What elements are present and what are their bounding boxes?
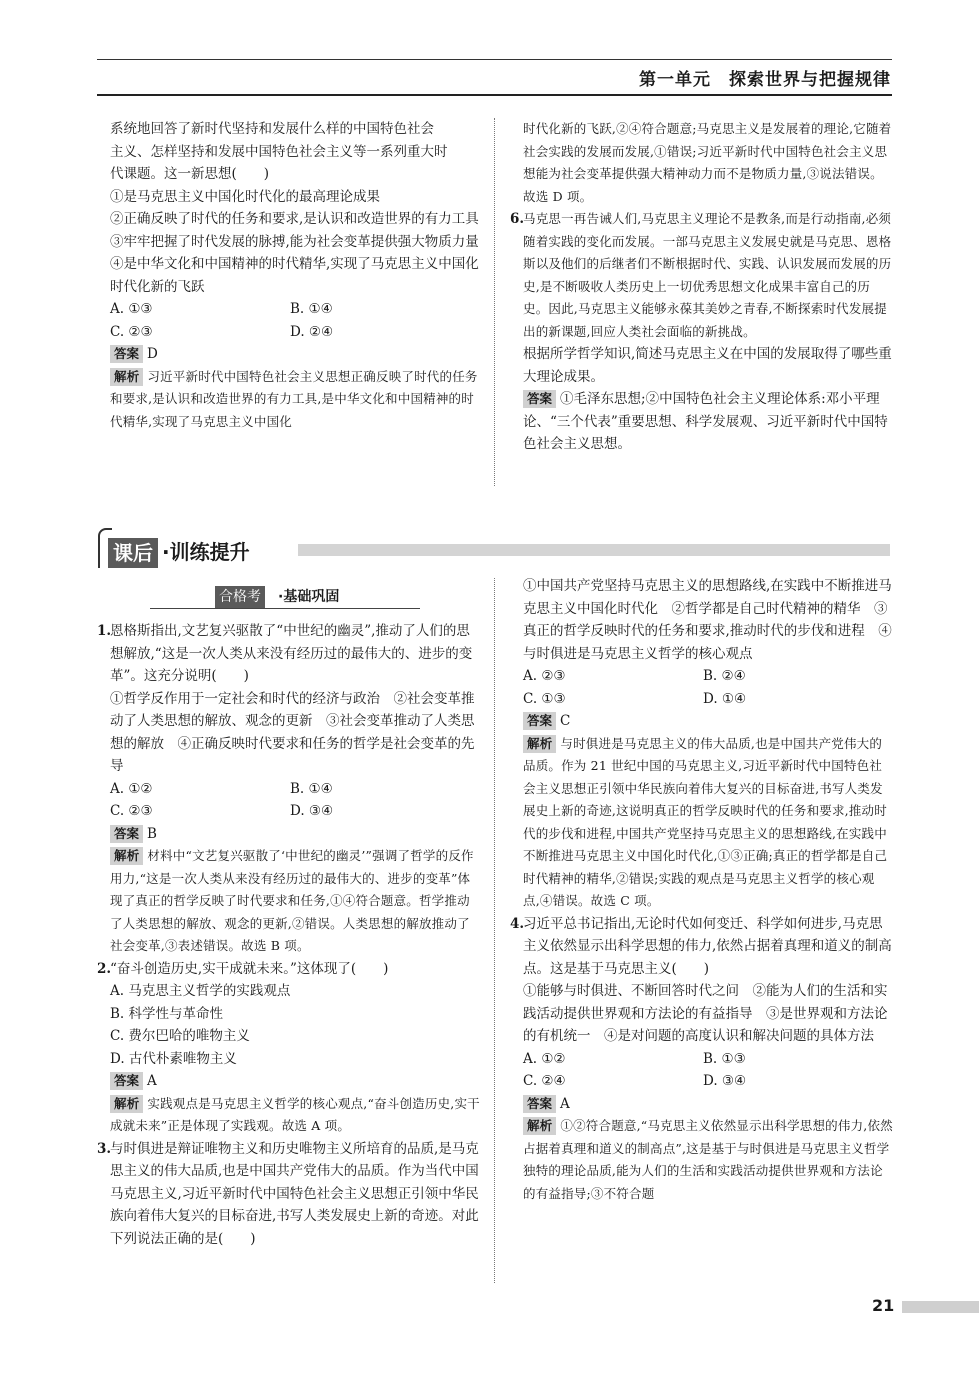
continued-question-right	[510, 118, 893, 456]
question-2	[97, 958, 480, 1138]
statement: ③牢牢把握了时代发展的脉搏,能为社会变革提供强大物质力量	[110, 233, 479, 250]
options	[110, 778, 480, 823]
option-d: D. ①④	[703, 690, 747, 707]
question-statements: ①能够与时俱进、不断回答时代之问 ②能为人们的生活和实践活动提供世界观和方法论的有益指导 ③是世界观和方法论的有机统一 ④是对问题的高度认识和解决问题的具体方法	[523, 983, 888, 1044]
subsection-title: ·基础巩固	[278, 589, 340, 605]
option-b: B. 科学性与革命性	[110, 1005, 224, 1022]
header-rule	[97, 94, 892, 96]
question-prompt: 根据所学哲学知识,简述马克思主义在中国的发展取得了哪些重大理论成果。	[523, 346, 892, 385]
question-stem: 与时俱进是辩证唯物主义和历史唯物主义所培育的品质,是马克思主义的伟大品质,也是中国共产党伟大的品质。作为当代中国马克思主义,习近平新时代中国特色社会主义思想正引领中华民族向着伟大复兴的目标奋进,书写人类发展史上新的奇迹。对此下列说法正确的是( )	[110, 1140, 479, 1247]
column-divider	[494, 118, 495, 486]
explanation-tail: 时代化新的飞跃,②④符合题意;马克思主义是发展着的理论,它随着社会实践的发展而发展,①错误;习近平新时代中国特色社会主义思想能为社会变革提供强大精神动力而不是物质力量,③说法错误。故选 D 项。	[523, 121, 892, 204]
explanation	[110, 1093, 480, 1138]
question-6	[510, 208, 893, 456]
option-a: A. ②③	[523, 668, 566, 684]
subsection-rule	[150, 608, 420, 609]
answer-tag: 答案	[110, 345, 143, 363]
lower-right-column	[510, 575, 893, 1205]
option-b: B. ①③	[703, 1050, 746, 1067]
question-3	[97, 1138, 480, 1251]
answer-value: B	[147, 825, 157, 842]
column-divider	[494, 578, 495, 1283]
answer-tag: 答案	[110, 825, 143, 843]
statement: ①是马克思主义中国化时代化的最高理论成果	[110, 188, 380, 205]
question-3-continued	[510, 575, 893, 913]
stem-line: 代课题。这一新思想( )	[110, 166, 270, 182]
answer	[110, 1070, 480, 1093]
question-material: 马克思一再告诫人们,马克思主义理论不是教条,而是行动指南,必须随着实践的变化而发展。一部马克思主义发展史就是马克思、恩格斯以及他们的后继者们不断根据时代、实践、认识发展而发展的历史,是不断吸收人类历史上一切优秀思想文化成果丰富自己的历史。因此,马克思主义能够永葆其美妙之青春,不断探索时代发展提出的新课题,回应人类社会面临的新挑战。	[523, 211, 892, 339]
answer-tag: 答案	[110, 1072, 143, 1090]
option-c: C. ②③	[110, 323, 153, 340]
section-badge: 课后	[108, 538, 158, 568]
option-d: D. ③④	[290, 803, 334, 819]
answer-value: A	[560, 1095, 570, 1112]
answer-value: D	[147, 346, 158, 362]
question-number: 3.	[97, 1140, 112, 1157]
option-c: C. ①③	[523, 690, 566, 707]
answer	[523, 710, 893, 733]
explanation-text: 实践观点是马克思主义哲学的核心观点,“奋斗创造历史,实干成就未来”正是体现了实践观。故选 A 项。	[110, 1095, 480, 1133]
explanation	[523, 1115, 893, 1205]
question-stem: 恩格斯指出,文艺复兴驱散了“中世纪的幽灵”,推动了人们的思想解放,“这是一次人类从来没有经历过的最伟大的、进步的变革”。这充分说明( )	[110, 623, 473, 684]
explanation	[110, 366, 480, 434]
stem-line: 主义、怎样坚持和发展中国特色社会主义等一系列重大时	[110, 143, 448, 160]
options	[110, 298, 480, 343]
explanation-text: 与时俱进是马克思主义的伟大品质,也是中国共产党伟大的品质。作为 21 世纪中国的马克思主义,习近平新时代中国特色社会主义思想正引领中华民族向着伟大复兴的目标奋进,书写人类发展史上新的奇迹,这说明真正的哲学反映时代的任务和要求,推动时代的步伐和进程,中国共产党坚持马克思主义的思想路线,在实践中不断推进马克思主义中国化时代化,①③正确;真正的哲学都是自己时代精神的精华,②错误;实践的观点是马克思主义哲学的核心观点,④错误。故选 C 项。	[523, 735, 888, 908]
option-b: B. ①④	[290, 301, 333, 317]
section-title: ·训练提升	[162, 540, 250, 564]
stem-line: 系统地回答了新时代坚持和发展什么样的中国特色社会	[110, 121, 434, 137]
section-bar	[298, 544, 890, 556]
answer	[110, 823, 480, 846]
answer	[110, 343, 480, 366]
answer-tag: 答案	[523, 390, 556, 408]
lower-left-column	[97, 620, 480, 1250]
question-statements: ①中国共产党坚持马克思主义的思想路线,在实践中不断推进马克思主义中国化时代化 ②哲学都是自己时代精神的精华 ③真正的哲学反映时代的任务和要求,推动时代的步伐和进程 ④与时俱进是马克思主义哲学的核心观点	[523, 578, 892, 662]
question-stem: “奋斗创造历史,实干成就未来。”这体现了( )	[110, 960, 389, 977]
option-b: B. ①④	[290, 780, 333, 797]
question-number: 2.	[97, 960, 112, 977]
question-4	[510, 913, 893, 1206]
option-c: C. ②③	[110, 803, 153, 819]
option-d: D. ③④	[703, 1073, 747, 1089]
answer-tag: 答案	[523, 1095, 556, 1113]
section-heading	[98, 518, 893, 568]
running-head: 第一单元 探索世界与把握规律	[639, 70, 891, 90]
option-a: A. ①②	[523, 1050, 566, 1067]
question-number: 6.	[510, 211, 525, 227]
question-number: 1.	[97, 623, 112, 639]
explain-tag: 解析	[110, 847, 143, 865]
page-number: 21	[872, 1296, 895, 1315]
explain-tag: 解析	[110, 368, 143, 386]
answer-value: ①毛泽东思想;②中国特色社会主义理论体系:邓小平理论、“三个代表”重要思想、科学发展观、习近平新时代中国特色社会主义思想。	[523, 391, 888, 452]
answer-value: A	[147, 1073, 157, 1089]
option-d: D. ②④	[290, 323, 334, 340]
continued-question-left	[110, 118, 480, 433]
option-a: A. ①③	[110, 301, 153, 317]
option-d: D. 古代朴素唯物主义	[110, 1050, 237, 1067]
option-c: C. 费尔巴哈的唯物主义	[110, 1028, 250, 1044]
answer	[523, 388, 893, 456]
options	[523, 665, 893, 710]
statement: ②正确反映了时代的任务和要求,是认识和改造世界的有力工具	[110, 211, 479, 227]
explanation-text: ①②符合题意,“马克思主义依然显示出科学思想的伟力,依然占据着真理和道义的制高点”,这是基于与时俱进是马克思主义哲学独特的理论品质,能为人们的生活和实践活动提供世界观和方法论的有益指导;③不符合题	[523, 1118, 893, 1201]
statement: ④是中华文化和中国精神的时代精华,实现了马克思主义中国化时代化新的飞跃	[110, 256, 479, 295]
question-number: 4.	[510, 915, 525, 932]
options	[523, 1048, 893, 1093]
page-tab	[902, 1301, 979, 1313]
top-rule	[97, 59, 892, 60]
explanation-text: 材料中“文艺复兴驱散了‘中世纪的幽灵’”强调了哲学的反作用力,“这是一次人类从来没有经历过的最伟大的、进步的变革”体现了真正的哲学反映了时代要求和任务,①④符合题意。哲学推动了人类思想的解放、观念的更新,②错误。人类思想的解放推动了社会变革,③表述错误。故选 B 项。	[110, 848, 474, 953]
question-statements: ①哲学反作用于一定社会和时代的经济与政治 ②社会变革推动了人类思想的解放、观念的更新 ③社会变革推动了人类思想的解放 ④正确反映时代要求和任务的哲学是社会变革的先导	[110, 690, 475, 774]
answer-tag: 答案	[523, 712, 556, 730]
explanation	[110, 845, 480, 958]
explain-tag: 解析	[523, 1117, 556, 1135]
question-1	[97, 620, 480, 958]
answer-value: C	[560, 713, 571, 729]
subsection-badge: 合格考	[215, 586, 265, 608]
explain-tag: 解析	[110, 1095, 143, 1113]
option-a: A. 马克思主义哲学的实践观点	[110, 983, 291, 999]
option-a: A. ①②	[110, 780, 153, 797]
explanation-text: 习近平新时代中国特色社会主义思想正确反映了时代的任务和要求,是认识和改造世界的有力工具,是中华文化和中国精神的时代精华,实现了马克思主义中国化	[110, 368, 478, 429]
question-stem: 习近平总书记指出,无论时代如何变迁、科学如何进步,马克思主义依然显示出科学思想的伟力,依然占据着真理和道义的制高点。这是基于马克思主义( )	[523, 915, 892, 977]
explanation	[523, 733, 893, 913]
option-c: C. ②④	[523, 1073, 566, 1089]
answer	[523, 1093, 893, 1116]
option-b: B. ②④	[703, 668, 746, 684]
explain-tag: 解析	[523, 735, 556, 753]
subsection-heading	[150, 586, 420, 612]
